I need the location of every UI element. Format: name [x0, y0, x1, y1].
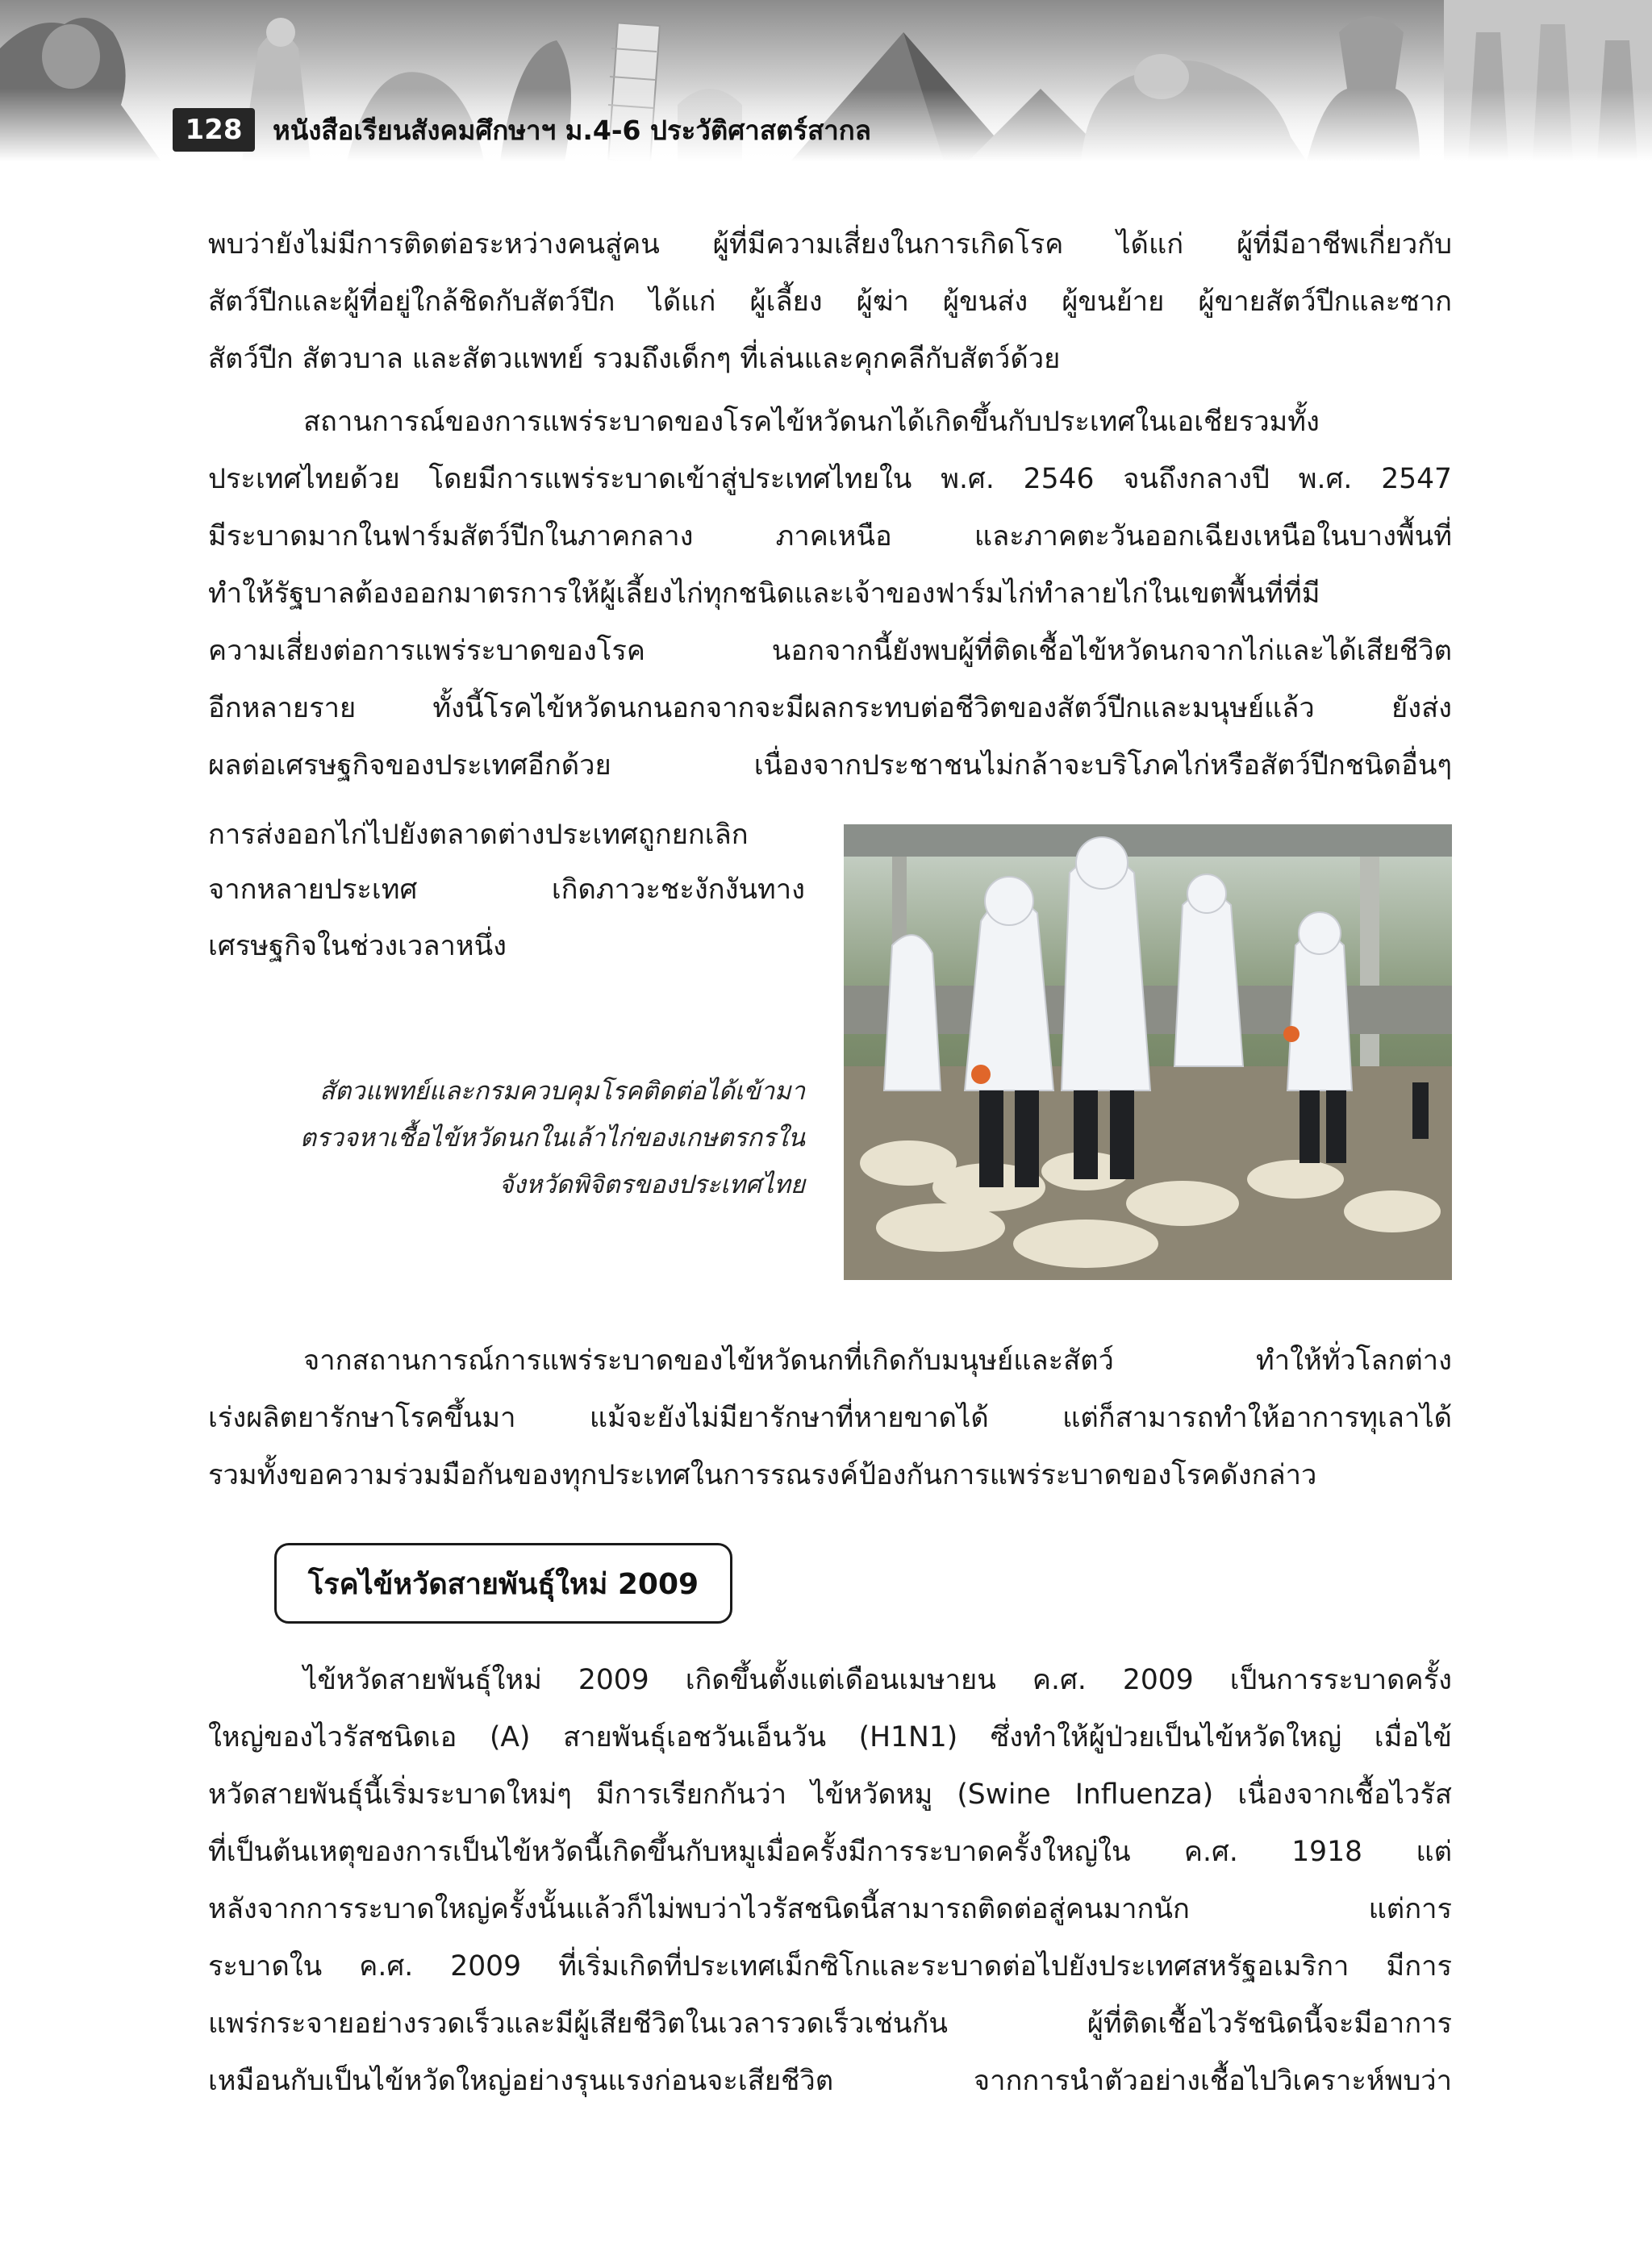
response-line-3: รวมทั้งขอความร่วมมือกันของทุกประเทศในการรณรงค์ป้องกันการแพร่ระบาดของโรคดังกล่าว — [208, 1459, 1317, 1491]
section-line-1: ไข้หวัดสายพันธุ์ใหม่ 2009 เกิดขึ้นตั้งแต่เดือนเมษายน ค.ศ. 2009 เป็นการระบาดครั้ง — [303, 1664, 1452, 1696]
situation-line-5: ความเสี่ยงต่อการแพร่ระบาดของโรค นอกจากนี้ยังพบผู้ที่ติดเชื้อไข้หวัดนกจากไก่และได้เสียชีวิต — [208, 635, 1452, 667]
section-line-2: ใหญ่ของไวรัสชนิดเอ (A) สายพันธุ์เอชวันเอ็นวัน (H1N1) ซึ่งทำให้ผู้ป่วยเป็นไข้หวัดใหญ่ เมื่อไข้ — [208, 1721, 1452, 1753]
section-line-3: หวัดสายพันธุ์นี้เริ่มระบาดใหม่ๆ มีการเรียกกันว่า ไข้หวัดหมู (Swine Influenza) เนื่องจากเชื้อไวรัส — [208, 1778, 1452, 1811]
running-head: หนังสือเรียนสังคมศึกษาฯ ม.4-6 ประวัติศาสตร์สากล — [273, 114, 872, 146]
photo-caption-line-1: สัตวแพทย์และกรมควบคุมโรคติดต่อได้เข้ามา — [319, 1077, 805, 1106]
situation-line-1: สถานการณ์ของการแพร่ระบาดของโรคไข้หวัดนกได้เกิดขึ้นกับประเทศในเอเชียรวมทั้ง — [303, 406, 1320, 438]
situation-line-10: เศรษฐกิจในช่วงเวลาหนึ่ง — [208, 930, 507, 962]
response-line-1: จากสถานการณ์การแพร่ระบาดของไข้หวัดนกที่เกิดกับมนุษย์และสัตว์ ทำให้ทั่วโลกต่าง — [303, 1345, 1452, 1377]
response-line-2: เร่งผลิตยารักษาโรคขึ้นมา แม้จะยังไม่มียารักษาที่หายขาดได้ แต่ก็สามารถทำให้อาการทุเลาได้ — [208, 1402, 1452, 1434]
situation-line-2: ประเทศไทยด้วย โดยมีการแพร่ระบาดเข้าสู่ประเทศไทยใน พ.ศ. 2546 จนถึงกลางปี พ.ศ. 2547 — [208, 463, 1452, 495]
section-line-8: เหมือนกับเป็นไข้หวัดใหญ่อย่างรุนแรงก่อนจะเสียชีวิต จากการนำตัวอย่างเชื้อไปวิเคราะห์พบว่า — [208, 2065, 1452, 2097]
poultry-inspection-photo — [844, 824, 1452, 1280]
intro-line-1: พบว่ายังไม่มีการติดต่อระหว่างคนสู่คน ผู้ที่มีความเสี่ยงในการเกิดโรค ได้แก่ ผู้ที่มีอาชีพเกี่ยวกับ — [208, 228, 1452, 261]
intro-line-3: สัตว์ปีก สัตวบาล และสัตวแพทย์ รวมถึงเด็กๆ ที่เล่นและคุกคลีกับสัตว์ด้วย — [208, 343, 1061, 375]
section-heading-box: โรคไข้หวัดสายพันธุ์ใหม่ 2009 — [274, 1543, 732, 1624]
situation-line-9: จากหลายประเทศ เกิดภาวะชะงักงันทาง — [208, 874, 805, 906]
section-line-7: แพร่กระจายอย่างรวดเร็วและมีผู้เสียชีวิตในเวลารวดเร็วเช่นกัน ผู้ที่ติดเชื้อไวรัชนิดนี้จะมีอาการ — [208, 2008, 1452, 2040]
situation-line-8: การส่งออกไก่ไปยังตลาดต่างประเทศถูกยกเลิก — [208, 819, 749, 851]
situation-line-7: ผลต่อเศรษฐกิจของประเทศอีกด้วย เนื่องจากประชาชนไม่กล้าจะบริโภคไก่หรือสัตว์ปีกชนิดอื่นๆ — [208, 749, 1452, 782]
photo-illustration — [844, 824, 1452, 1280]
photo-caption-line-3: จังหวัดพิจิตรของประเทศไทย — [499, 1170, 805, 1199]
photo-caption-line-2: ตรวจหาเชื้อไข้หวัดนกในเล้าไก่ของเกษตรกรใน — [299, 1124, 805, 1153]
section-line-4: ที่เป็นต้นเหตุของการเป็นไข้หวัดนี้เกิดขึ้นกับหมูเมื่อครั้งมีการระบาดครั้งใหญ่ใน ค.ศ. 1918 แต่ — [208, 1836, 1452, 1868]
section-line-5: หลังจากการระบาดใหญ่ครั้งนั้นแล้วก็ไม่พบว่าไวรัสชนิดนี้สามารถติดต่อสู่คนมากนัก แต่การ — [208, 1893, 1452, 1925]
page-number: 128 — [173, 108, 255, 152]
intro-line-2: สัตว์ปีกและผู้ที่อยู่ใกล้ชิดกับสัตว์ปีก ได้แก่ ผู้เลี้ยง ผู้ฆ่า ผู้ขนส่ง ผู้ขนย้าย ผู้ขายสัตว์ปีกและซาก — [208, 286, 1452, 318]
situation-line-6: อีกหลายราย ทั้งนี้โรคไข้หวัดนกนอกจากจะมีผลกระทบต่อชีวิตของสัตว์ปีกและมนุษย์แล้ว ยังส่ง — [208, 692, 1452, 724]
situation-line-4: ทำให้รัฐบาลต้องออกมาตรการให้ผู้เลี้ยงไก่ทุกชนิดและเจ้าของฟาร์มไก่ทำลายไก่ในเขตพื้นที่ที่มี — [208, 578, 1320, 610]
section-line-6: ระบาดใน ค.ศ. 2009 ที่เริ่มเกิดที่ประเทศเม็กซิโกและระบาดต่อไปยังประเทศสหรัฐอเมริกา มีการ — [208, 1950, 1452, 1983]
header-banner — [0, 0, 1652, 161]
situation-line-3: มีระบาดมากในฟาร์มสัตว์ปีกในภาคกลาง ภาคเหนือ และภาคตะวันออกเฉียงเหนือในบางพื้นที่ — [208, 520, 1452, 552]
